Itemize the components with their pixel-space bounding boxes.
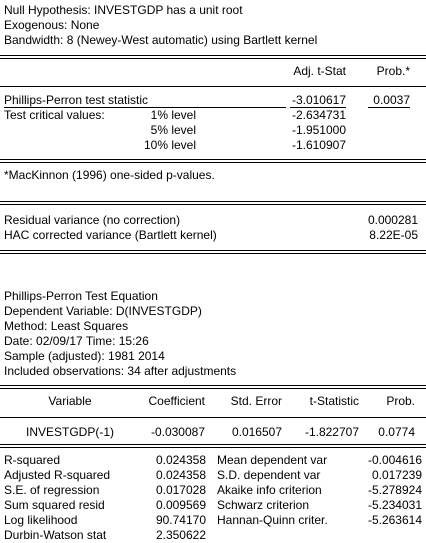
- coef-header-std-error: Std. Error: [230, 394, 282, 408]
- pp-statistic-value: -3.010617: [291, 93, 346, 107]
- stat-value-loglik: 90.74170: [155, 513, 206, 527]
- crit-value-10: -1.610907: [291, 138, 346, 152]
- sample-text: Sample (adjusted): 1981 2014: [4, 349, 165, 363]
- stat-value-mean-dep: -0.004616: [367, 453, 422, 467]
- crit-level-5: 5% level: [150, 123, 196, 137]
- stat-label-schwarz: Schwarz criterion: [217, 498, 310, 512]
- bandwidth-text: Bandwidth: 8 (Newey-West automatic) using Bartlett kernel: [4, 33, 318, 47]
- variance-top-double-rule: [0, 201, 426, 205]
- stat-value-akaike: -5.278924: [367, 483, 422, 497]
- mackinnon-footnote: *MacKinnon (1996) one-sided p-values.: [4, 168, 215, 182]
- stat-value-schwarz: -5.234031: [367, 498, 422, 512]
- stat-label-sd-dep: S.D. dependent var: [217, 468, 321, 482]
- stat-label-rsquared: R-squared: [4, 453, 61, 467]
- stat-value-durbin-watson: 2.350622: [155, 528, 206, 542]
- col-adj-tstat-header: Adj. t-Stat: [293, 64, 346, 78]
- residual-variance-label: Residual variance (no correction): [4, 213, 181, 227]
- stat-value-hannan-quinn: -5.263614: [367, 513, 422, 527]
- stat-label-akaike: Akaike info criterion: [217, 483, 322, 497]
- stat-label-adj-rsquared: Adjusted R-squared: [4, 468, 111, 482]
- col-prob-header: Prob.*: [376, 64, 410, 78]
- crit-level-1: 1% level: [150, 108, 196, 122]
- stat-value-ssr: 0.009569: [155, 498, 206, 512]
- equation-title: Phillips-Perron Test Equation: [4, 289, 158, 303]
- null-hypothesis-text: Null Hypothesis: INVESTGDP has a unit root: [4, 3, 243, 17]
- hac-variance-value: 8.22E-05: [369, 228, 418, 242]
- date-time-text: Date: 02/09/17 Time: 15:26: [4, 334, 149, 348]
- method-text: Method: Least Squares: [4, 319, 129, 333]
- top-double-rule: [0, 55, 426, 59]
- stat-value-se-regression: 0.017028: [155, 483, 206, 497]
- coef-row-tstat: -1.822707: [304, 425, 359, 439]
- coef-header-prob: Prob.: [386, 394, 415, 408]
- residual-variance-value: 0.000281: [367, 213, 418, 227]
- coef-row-variable: INVESTGDP(-1): [25, 425, 114, 439]
- exogenous-text: Exogenous: None: [4, 18, 100, 32]
- stat-label-durbin-watson: Durbin-Watson stat: [4, 528, 107, 542]
- coef-header-coefficient: Coefficient: [148, 394, 205, 408]
- stat-label-mean-dep: Mean dependent var: [217, 453, 328, 467]
- stat-label-hannan-quinn: Hannan-Quinn criter.: [217, 513, 328, 527]
- pp-statistic-label: Phillips-Perron test statistic: [4, 93, 149, 107]
- critical-values-label: Test critical values:: [4, 108, 105, 122]
- header-rule: [0, 86, 426, 87]
- hac-variance-label: HAC corrected variance (Bartlett kernel): [4, 228, 217, 242]
- stat-label-se-regression: S.E. of regression: [4, 483, 100, 497]
- coef-header-rule: [0, 417, 426, 418]
- table-bottom-double-rule: [0, 159, 426, 163]
- coef-header-tstat: t-Statistic: [309, 394, 359, 408]
- stat-value-rsquared: 0.024358: [155, 453, 206, 467]
- coef-top-double-rule: [0, 385, 426, 389]
- stats-top-double-rule: [0, 444, 426, 448]
- coef-row-prob: 0.0774: [378, 425, 415, 439]
- stat-label-ssr: Sum squared resid: [4, 498, 105, 512]
- dependent-variable-text: Dependent Variable: D(INVESTGDP): [4, 304, 202, 318]
- stat-label-loglik: Log likelihood: [4, 513, 78, 527]
- crit-value-5: -1.951000: [291, 123, 346, 137]
- stat-value-adj-rsquared: 0.024358: [155, 468, 206, 482]
- coef-header-variable: Variable: [48, 394, 92, 408]
- variance-bottom-double-rule: [0, 250, 426, 254]
- coef-row-coefficient: -0.030087: [150, 425, 205, 439]
- observations-text: Included observations: 34 after adjustments: [4, 364, 237, 378]
- stat-value-sd-dep: 0.017239: [371, 468, 422, 482]
- crit-value-1: -2.634731: [291, 108, 346, 122]
- crit-level-10: 10% level: [143, 138, 196, 152]
- pp-prob-value: 0.0037: [373, 93, 410, 107]
- coef-row-std-error: 0.016507: [231, 425, 282, 439]
- pp-prob-underline: [368, 107, 410, 108]
